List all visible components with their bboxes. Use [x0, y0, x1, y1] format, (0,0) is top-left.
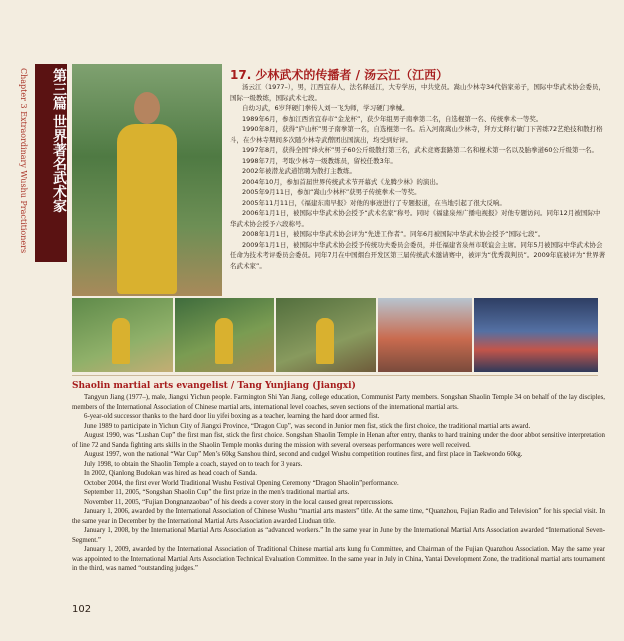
cn-paragraph: 2009年1月1日，被国际中华武术协会授予传统功夫委员会委员，并任福建省泉州市联谊会主席。同年5月被国际中华武术协会任命为技术考评委员会委员。同年7月在中国烟台开发区第三届传统武术邀请赛中，被评为“优秀裁判员”。2009年底被评为“世界著名武术家”。 — [230, 240, 606, 270]
photo-staff-form — [175, 298, 274, 372]
page-number: 102 — [72, 604, 92, 615]
portrait-photo — [72, 64, 222, 296]
photo-group — [378, 298, 472, 372]
photo-sparring — [72, 298, 173, 372]
cn-paragraph: 2005年11月11日，《福建东南早报》对他的事迹进行了专题报道，在当地引起了很大反响。 — [242, 198, 506, 207]
divider — [72, 375, 598, 376]
cn-paragraph: 1998年7月，考取少林寺一级教练员，留校任教3年。 — [242, 156, 397, 165]
en-paragraph: January 1, 2009, awarded by the International Association of Traditional Chinese martial arts kung fu Committee, and Chairman of the Fujian Quanzhou Association. May the same year was appointed to the International Martial Arts Association Technical Evaluation Committee. In the same year in July in China, Yantai Development Zone, the traditional martial arts tournament in the third, was named “outstanding judges.” — [72, 546, 605, 572]
cn-paragraph: 2004年10月，参加首届世界传统武术节开幕式《龙腾少林》的演出。 — [242, 177, 443, 186]
photo-team — [474, 298, 598, 372]
cn-paragraph: 2006年1月1日，被国际中华武术协会授予“武术名家”称号。同时《福建泉州广播电视报》对他专题访问。同年12月被国际中华武术协会授予六段称号。 — [230, 209, 601, 228]
en-paragraph: October 2004, the first ever World Traditional Wushu Festival Opening Ceremony “Dragon Shaolin”performance. — [84, 479, 399, 487]
en-paragraph: In 2002, Qianlong Budokan was hired as head coach of Sanda. — [84, 470, 257, 477]
en-paragraph: January 1, 2006, awarded by the International Association of Chinese Wushu “martial arts masters” title. At the same time, “Quanzhou, Fujian Radio and Television” for his special visit. In the same year in December by the International Martial Arts Association awarded Liuduan title. — [72, 508, 605, 525]
figure-head — [134, 92, 160, 124]
chapter-title-en: Chapter 3 Extraordinary Wushu Practitioners — [19, 68, 28, 254]
cn-paragraph: 2002年被潜龙武道馆聘为散打主教练。 — [242, 167, 357, 175]
en-paragraph: June 1989 to participate in Yichun City of Jiangxi Province, “Dragon Cup”, was second in Junior men fist, stick the first choice, the traditional martial arts award. — [84, 422, 531, 430]
en-paragraph: July 1998, to obtain the Shaolin Temple a coach, stayed on to teach for 3 years. — [84, 460, 303, 468]
en-paragraph: August 1990, was “Lushan Cup” the first man fist, stick the first choice. Songshan Shaolin Temple in Henan after entry, thanks to hard training under the door abbot sensitive interpretation of line 72 and Sanda fighting arts skills in the Shaolin Temple monks during the mission with several overseas performances were well received. — [72, 432, 605, 449]
en-paragraph: Tangyun Jiang (1977–), male, Jiangxi Yichun people. Farmington Shi Yan Jiang, college education, Communist Party members. Songshan Shaolin Temple 34 on behalf of the lay disciples, members of the International Association of Chinese martial arts, international level coaches, seven sections of the international martial arts. — [72, 394, 605, 411]
article-title-en: Shaolin martial arts evangelist / Tang Yunjiang (Jiangxi) — [72, 381, 356, 391]
article-title-cn: 17. 少林武术的传播者 / 汤云江（江西） — [230, 68, 449, 82]
figure-body — [117, 124, 177, 294]
en-paragraph: August 1997, won the national “War Cup” Men’s 60kg Sanshou third, second and cudgel Wushu competition routines first, and first place in Taekwondo 60kg. — [84, 451, 523, 458]
cn-paragraph: 2008年1月1日，被国际中华武术协会评为“先进工作者”。同年6月被国际中华武术协会授予“国际七段”。 — [242, 230, 545, 238]
cn-paragraph: 2005年9月11日，参加“嵩山少林杯”获男子传统拳术一等奖。 — [242, 188, 421, 196]
photo-outdoor-stance — [276, 298, 375, 372]
article-body-cn — [230, 82, 606, 298]
en-paragraph: November 11, 2005, “Fujian Dongnanzaobao” of his deeds a cover story in the local caused great repercussions. — [84, 498, 394, 506]
article-body-en — [72, 393, 605, 593]
cn-paragraph: 1989年6月，参加江西省宜春市“金龙杯”，获少年组男子南拳第二名，自选棍第一名、传统拳术一等奖。 — [242, 114, 543, 123]
chapter-tab — [35, 64, 67, 262]
chapter-title-cn: 第三篇 世界著名武术家 — [51, 68, 67, 213]
en-paragraph: 6-year-old successor thanks to the hard door liu yifei boxing as a teacher, learning the hard door armed fist. — [84, 413, 380, 420]
cn-paragraph: 汤云江（1977–），男，江西宜春人，法名释延江，大专学历，中共党员。嵩山少林寺34代俗家弟子，国际中华武术协会委员，国际一级教练，国际武术七段。 — [230, 83, 605, 102]
photo-strip — [72, 298, 598, 372]
cn-paragraph: 1990年8月，获得“庐山杯”男子南拳第一名，自选棍第一名。后入河南嵩山少林寺，拜方丈释行敏门下苦练72艺绝技和散打格斗，在少林寺期间多次随少林寺武僧团出国演出，均受到好评。 — [230, 125, 603, 144]
cn-paragraph: 自幼习武，6岁拜硬门拳传人刘一飞为师，学习硬门拳械。 — [242, 104, 409, 112]
cn-paragraph: 1997年8月，获得全国“烽火杯”男子60公斤级散打第三名，武术竞赛套路第二名和棍术第一名以及胎拳道60公斤级第一名。 — [242, 146, 598, 154]
en-paragraph: January 1, 2008, by the International Martial Arts Association as “advanced workers.” In the same year in June by the International Martial Arts Association awarded “International Seven-Segment.” — [72, 527, 605, 544]
en-paragraph: September 11, 2005, “Songshan Shaolin Cup” the first prize in the men's traditional martial arts. — [84, 489, 350, 496]
